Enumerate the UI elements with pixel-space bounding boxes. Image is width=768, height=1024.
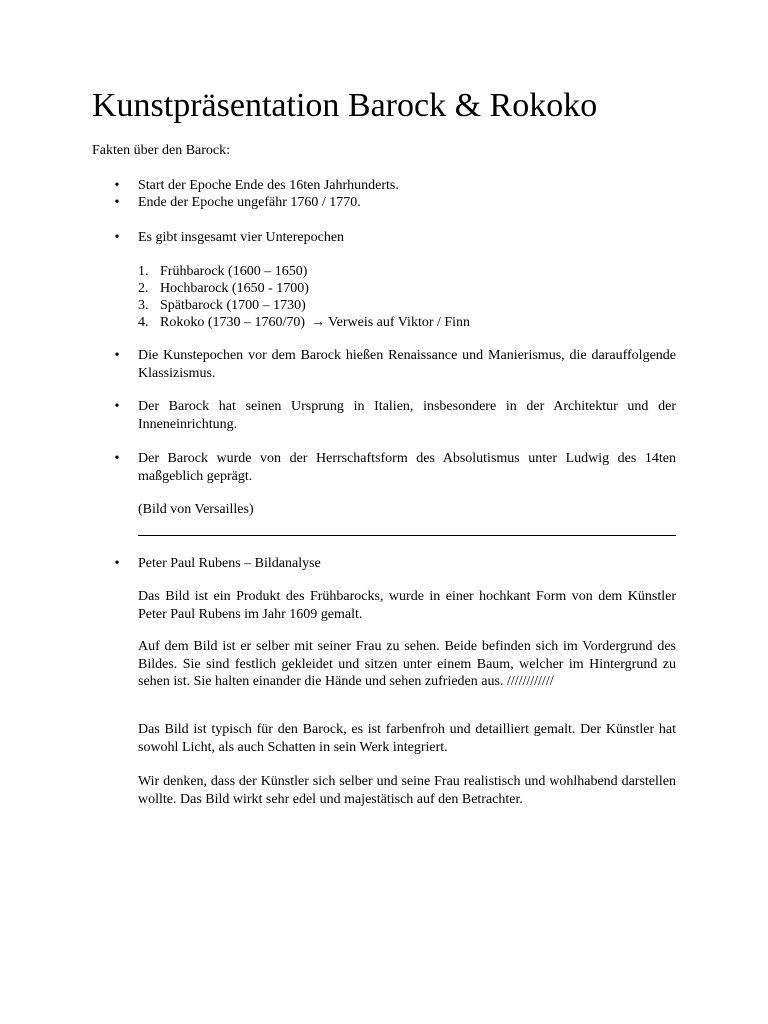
bullet-icon: • <box>114 399 120 414</box>
list-text: Hochbarock (1650 - 1700) <box>160 281 309 296</box>
bullet-item <box>92 555 676 573</box>
analysis-paragraph: Das Bild ist typisch für den Barock, es ist farbenfroh und detailliert gemalt. Der Künstler hat sowohl Licht, als auch Schatten in sein Werk integriert. <box>138 722 676 755</box>
bullet-text: Der Barock hat seinen Ursprung in Italien, insbesondere in der Architektur und der Inneneinrichtung. <box>138 399 676 432</box>
arrow-right-icon: → <box>311 315 326 330</box>
list-text: Frühbarock (1600 – 1650) <box>160 264 308 279</box>
intro-text: Fakten über den Barock: <box>92 143 231 158</box>
bullet-text: Es gibt insgesamt vier Unterepochen <box>138 230 345 245</box>
bullet-icon: • <box>114 195 120 210</box>
list-note: Verweis auf Viktor / Finn <box>328 315 471 330</box>
bullet-text: Die Kunstepochen vor dem Barock hießen Renaissance und Manierismus, die darauffolgende Klassizismus. <box>138 348 676 381</box>
bullet-item <box>92 398 676 433</box>
bullet-item <box>92 229 676 247</box>
bullet-icon: • <box>114 556 120 571</box>
bullet-item <box>92 177 676 195</box>
document-title: Kunstpräsentation Barock & Rokoko <box>92 87 598 124</box>
bullet-icon: • <box>114 178 120 193</box>
list-item <box>138 280 676 297</box>
analysis-paragraph: Das Bild ist ein Produkt des Frühbarocks, wurde in einer hochkant Form von dem Künstler Peter Paul Rubens im Jahr 1609 gemalt. <box>138 589 676 622</box>
list-number: 4. <box>138 315 149 330</box>
analysis-paragraph: Wir denken, dass der Künstler sich selber und seine Frau realistisch und wohlhabend darstellen wollte. Das Bild wirkt sehr edel und majestätisch auf den Betrachter. <box>138 774 676 807</box>
list-number: 2. <box>138 281 149 296</box>
bullet-item <box>92 347 676 382</box>
bullet-item <box>92 194 676 212</box>
bullet-text: Ende der Epoche ungefähr 1760 / 1770. <box>138 195 361 210</box>
list-text: Spätbarock (1700 – 1730) <box>160 298 306 313</box>
list-text: Rokoko (1730 – 1760/70) <box>160 315 306 330</box>
horizontal-divider <box>138 535 676 536</box>
list-number: 1. <box>138 264 149 279</box>
bullet-icon: • <box>114 230 120 245</box>
bullet-icon: • <box>114 348 120 363</box>
list-item <box>138 263 676 280</box>
list-item <box>138 297 676 314</box>
analysis-paragraph: Auf dem Bild ist er selber mit seiner Frau zu sehen. Beide befinden sich im Vordergrund des Bildes. Sie sind festlich gekleidet und sitzen unter einem Baum, welcher im Hintergrund zu sehen ist. Sie halten einander die Hände und sehen zufrieden aus. //////////// <box>138 639 676 689</box>
bullet-icon: • <box>114 451 120 466</box>
bullet-text: Der Barock wurde von der Herrschaftsform des Absolutismus unter Ludwig des 14ten maßgeblich geprägt. <box>138 451 676 484</box>
list-number: 3. <box>138 298 149 313</box>
image-note: (Bild von Versailles) <box>138 502 254 517</box>
analysis-heading: Peter Paul Rubens – Bildanalyse <box>138 556 321 571</box>
bullet-item <box>92 450 676 485</box>
list-item <box>138 314 676 331</box>
sub-epoch-list <box>92 263 676 333</box>
bullet-text: Start der Epoche Ende des 16ten Jahrhunderts. <box>138 178 399 193</box>
